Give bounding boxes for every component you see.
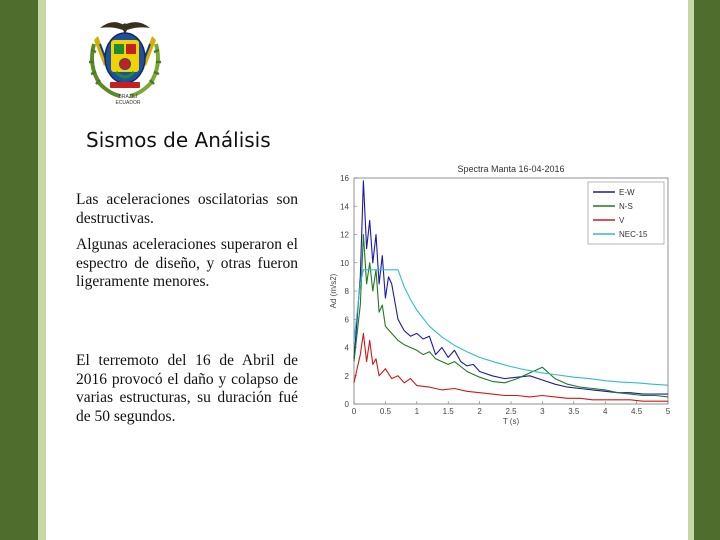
crest-caption-line-1: BRAZILÍ: [118, 94, 138, 100]
y-tick-label: 14: [340, 202, 349, 212]
crest-caption: [88, 94, 168, 106]
theme-bar-right-dark: [694, 0, 720, 540]
y-tick-label: 4: [344, 343, 349, 353]
legend-label: N-S: [619, 202, 633, 211]
x-tick-label: 0: [351, 407, 357, 416]
x-tick-label: 1.5: [442, 407, 454, 416]
theme-bar-left-dark: [0, 0, 38, 540]
x-axis-label: T (s): [502, 417, 520, 426]
x-tick-label: 4: [602, 407, 608, 416]
legend-label: E-W: [619, 188, 635, 197]
y-tick-label: 12: [340, 230, 349, 240]
x-tick-label: 4.5: [631, 407, 643, 416]
y-tick-label: 16: [340, 174, 349, 183]
paragraph-3: El terremoto del 16 de Abril de 2016 provocó el daño y colapso de varias estructuras, su duración fué de 50 segundos.: [76, 352, 298, 425]
legend-label: V: [619, 216, 625, 225]
y-tick-label: 0: [344, 400, 349, 409]
paragraph-2: Algunas aceleraciones superaron el espectro de diseño, y otras fueron ligeramente menores.: [76, 236, 298, 291]
x-tick-label: 2: [477, 407, 482, 416]
x-tick-label: 0.5: [379, 407, 391, 416]
slide-title: Sismos de Análisis: [86, 128, 271, 152]
y-axis-label: Ad (m/s2): [329, 273, 338, 309]
chart-title: Spectra Manta 16-04-2016: [457, 164, 565, 174]
spectra-chart: [326, 158, 688, 434]
x-tick-label: 3: [540, 407, 545, 416]
y-tick-label: 2: [344, 371, 349, 381]
y-tick-label: 8: [344, 287, 349, 296]
x-tick-label: 5: [665, 407, 671, 416]
legend-label: NEC-15: [619, 230, 648, 239]
crest-caption-line-2: ECUADOR: [115, 100, 141, 106]
y-tick-label: 10: [340, 258, 349, 268]
paragraph-1: Las aceleraciones oscilatorias son destructivas.: [76, 191, 298, 227]
x-tick-label: 2.5: [505, 407, 517, 416]
x-tick-label: 3.5: [568, 407, 580, 416]
y-tick-label: 6: [344, 315, 349, 325]
theme-bar-left-light: [38, 0, 46, 540]
x-tick-label: 1: [414, 407, 420, 416]
